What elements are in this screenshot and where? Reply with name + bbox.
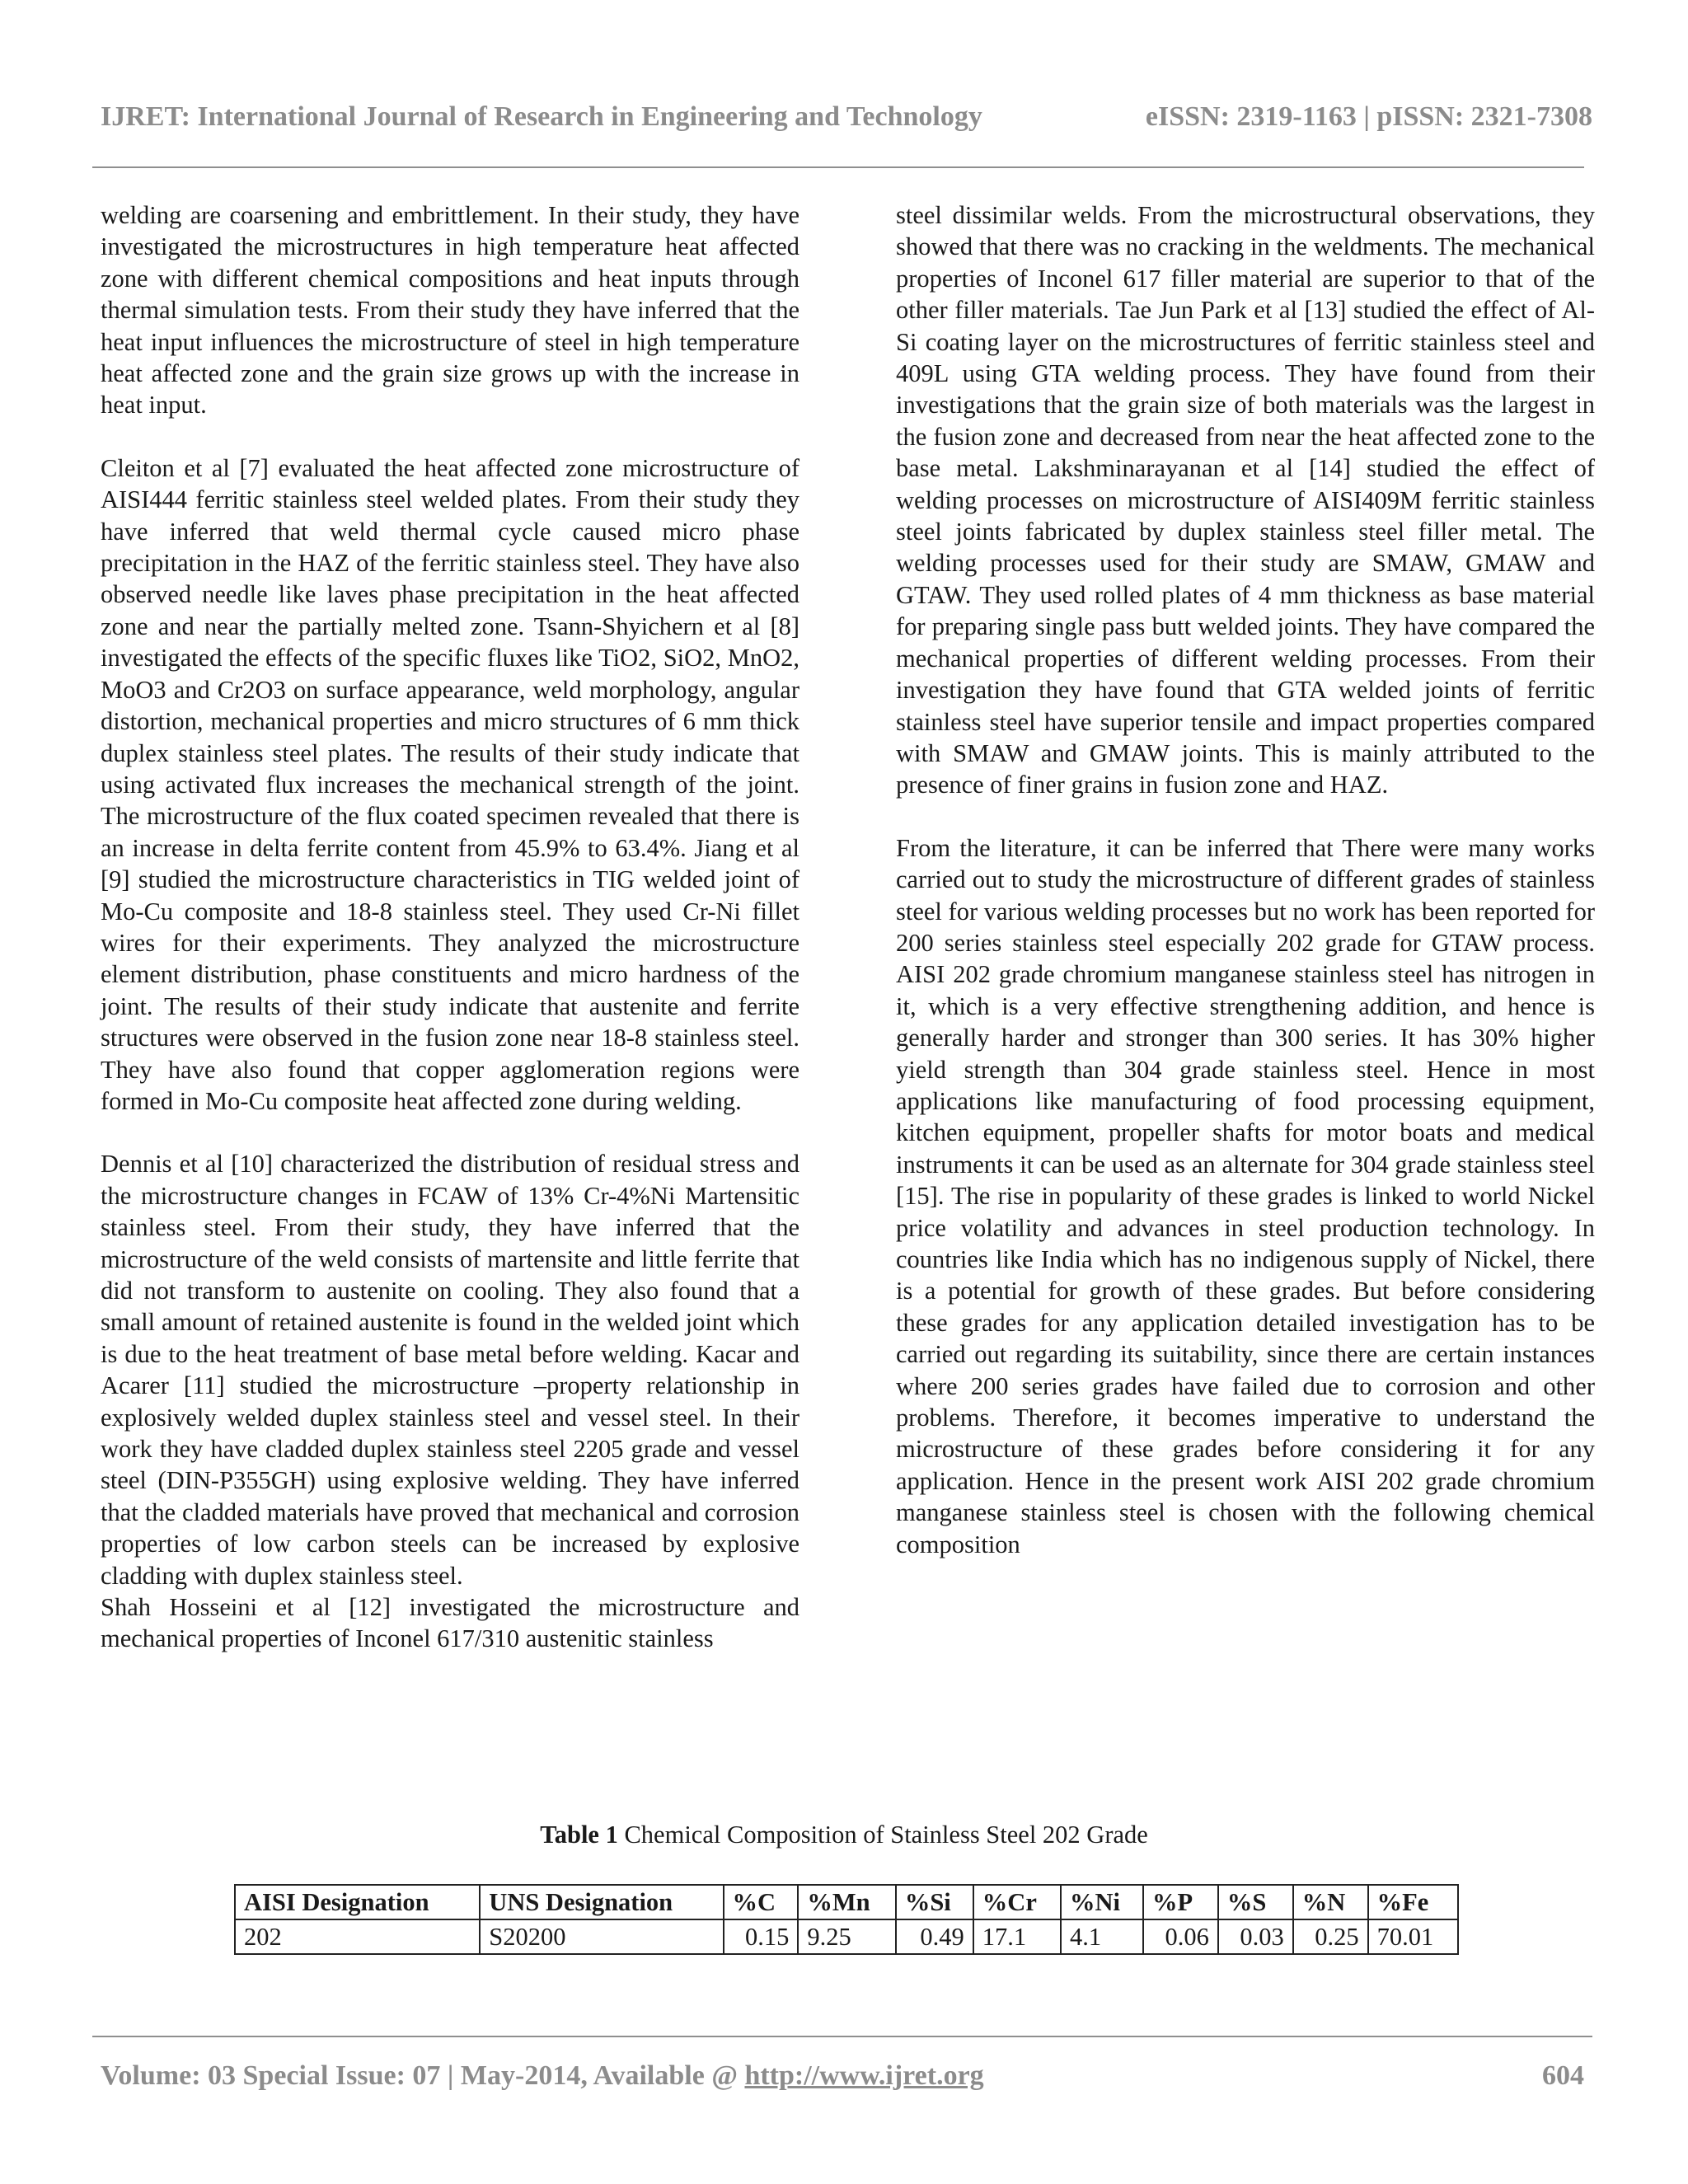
column-header: %P: [1143, 1885, 1218, 1919]
table-cell: 0.06: [1143, 1919, 1218, 1954]
paragraph: Dennis et al [10] characterized the distribution of residual stress and the microstructure changes in FCAW of 13% Cr-4%Ni Martensitic stainless steel. From their study, they have inferred that the microstructure of the weld consists of martensite and little ferrite that did not transform to austenite on cooling. They also found that a small amount of retained austenite is found in the welded joint which is due to the heat treatment of base metal before welding. Kacar and Acarer [11] studied the microstructure –property relationship in explosively welded duplex stainless steel and vessel steel. In their work they have cladded duplex stainless steel 2205 grade and vessel steel (DIN-P355GH) using explosive welding. They have inferred that the cladded materials have proved that mechanical and corrosion properties of low carbon steels can be increased by explosive cladding with duplex stainless steel.: [101, 1150, 799, 1590]
table-header-row: [235, 1885, 1458, 1919]
page-header: [101, 97, 1592, 137]
paragraph: From the literature, it can be inferred that There were many works carried out to study the microstructure of different grades of stainless steel for various welding processes but no work has been reported for 200 series stainless steel especially 202 grade for GTAW process. AISI 202 grade chromium manganese stainless steel has nitrogen in it, which is a very effective strengthening addition, and hence is generally harder and stronger than 300 series. It has 30% higher yield strength than 304 grade stainless steel. Hence in most applications like manufacturing of food processing equipment, kitchen equipment, propeller shafts for motor boats and medical instruments it can be used as an alternate for 304 grade stainless steel [15]. The rise in popularity of these grades is linked to world Nickel price volatility and advances in steel production technology. In countries like India which has no indigenous supply of Nickel, there is a potential for growth of these grades. But before considering these grades for any application detailed investigation has to be carried out regarding its suitability, since there are certain instances where 200 series grades have failed due to corrosion and other problems. Therefore, it becomes imperative to understand the microstructure of these grades before considering it for any application. Hence in the present work AISI 202 grade chromium manganese stainless steel is chosen with the following chemical composition: [896, 833, 1595, 1558]
table-cell: 9.25: [798, 1919, 895, 1954]
table-cell: 202: [235, 1919, 480, 1954]
table-row: [235, 1919, 1458, 1954]
right-column: [896, 199, 1595, 1591]
column-header: %S: [1218, 1885, 1293, 1919]
table-cell: 0.49: [896, 1919, 973, 1954]
paragraph: Shah Hosseini et al [12] investigated the microstructure and mechanical properties of Inconel 617/310 austenitic stainless: [101, 1593, 799, 1653]
paragraph: welding are coarsening and embrittlement. In their study, they have investigated the microstructures in high temperature heat affected zone with different chemical compositions and heat inputs through thermal simulation tests. From their study they have inferred that the heat input influences the microstructure of steel in high temperature heat affected zone and the grain size grows up with the increase in heat input.: [101, 201, 799, 419]
footer-volume-text: Volume: 03 Special Issue: 07 | May-2014, Available @: [101, 2060, 745, 2091]
composition-table: [234, 1884, 1459, 1955]
footer-divider: [92, 2036, 1592, 2037]
table-caption-label: Table 1: [540, 1821, 618, 1849]
table-cell: 70.01: [1368, 1919, 1458, 1954]
left-column: [101, 199, 799, 1655]
header-divider: [92, 166, 1584, 168]
table-cell: 4.1: [1061, 1919, 1143, 1954]
issn-info: eISSN: 2319-1163 | pISSN: 2321-7308: [1145, 101, 1592, 132]
table-caption-text: Chemical Composition of Stainless Steel 202 Grade: [617, 1821, 1148, 1849]
footer-volume: [101, 2056, 984, 2096]
column-header: %C: [724, 1885, 799, 1919]
journal-url-link[interactable]: http://www.ijret.org: [744, 2060, 984, 2091]
column-header: UNS Designation: [480, 1885, 723, 1919]
table-cell: 0.25: [1293, 1919, 1368, 1954]
table-caption: [0, 1818, 1688, 1851]
page-footer: [101, 2056, 1584, 2096]
table-cell: 0.03: [1218, 1919, 1293, 1954]
journal-title: IJRET: International Journal of Research in Engineering and Technology: [101, 101, 982, 132]
column-header: %Cr: [973, 1885, 1061, 1919]
page-number: 604: [1542, 2060, 1584, 2091]
column-header: %Fe: [1368, 1885, 1458, 1919]
paragraph: steel dissimilar welds. From the microstructural observations, they showed that there was no cracking in the weldments. The mechanical properties of Inconel 617 filler material are superior to that of the other filler materials. Tae Jun Park et al [13] studied the effect of Al-Si coating layer on the microstructures of ferritic stainless steel and 409L using GTA welding process. They have found from their investigations that the grain size of both materials was the largest in the fusion zone and decreased from near the heat affected zone to the base metal. Lakshminarayanan et al [14] studied the effect of welding processes on microstructure of AISI409M ferritic stainless steel joints fabricated by duplex stainless steel filler metal. The welding processes used for their study are SMAW, GMAW and GTAW. They used rolled plates of 4 mm thickness as base material for preparing single pass butt welded joints. They have compared the mechanical properties of different welding processes. From their investigation they have found that GTA welded joints of ferritic stainless steel have superior tensile and impact properties compared with SMAW and GMAW joints. This is mainly attributed to the presence of finer grains in fusion zone and HAZ.: [896, 201, 1595, 799]
table-cell: S20200: [480, 1919, 723, 1954]
column-header: %N: [1293, 1885, 1368, 1919]
paragraph: Cleiton et al [7] evaluated the heat affected zone microstructure of AISI444 ferritic stainless steel welded plates. From their study they have inferred that weld thermal cycle caused micro phase precipitation in the HAZ of the ferritic stainless steel. They have also observed needle like laves phase precipitation in the heat affected zone and near the partially melted zone. Tsann-Shyichern et al [8] investigated the effects of the specific fluxes like TiO2, SiO2, MnO2, MoO3 and Cr2O3 on surface appearance, weld morphology, angular distortion, mechanical properties and micro structures of 6 mm thick duplex stainless steel plates. The results of their study indicate that using activated flux increases the mechanical strength of the joint. The microstructure of the flux coated specimen revealed that there is an increase in delta ferrite content from 45.9% to 63.4%. Jiang et al [9] studied the microstructure characteristics in TIG welded joint of Mo-Cu composite and 18-8 stainless steel. They used Cr-Ni fillet wires for their experiments. They analyzed the microstructure element distribution, phase constituents and micro hardness of the joint. The results of their study indicate that austenite and ferrite structures were observed in the fusion zone near 18-8 stainless steel. They have also found that copper agglomeration regions were formed in Mo-Cu composite heat affected zone during welding.: [101, 453, 799, 1115]
column-header: AISI Designation: [235, 1885, 480, 1919]
table-cell: 0.15: [724, 1919, 799, 1954]
column-header: %Si: [896, 1885, 973, 1919]
column-header: %Mn: [798, 1885, 895, 1919]
table-cell: 17.1: [973, 1919, 1061, 1954]
column-header: %Ni: [1061, 1885, 1143, 1919]
